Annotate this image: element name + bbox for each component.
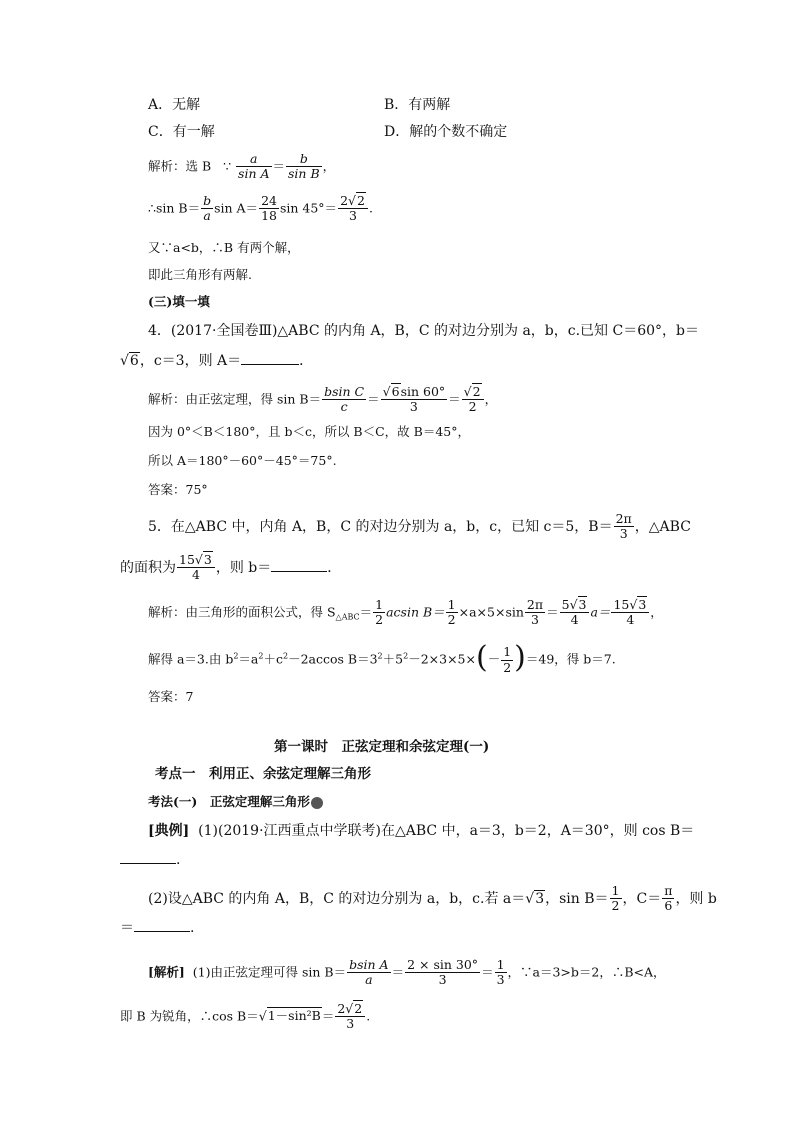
fraction: $\frac{b}{a}$ bbox=[203, 193, 212, 224]
example-solution-line2: 即 B 为锐角，∴cos B＝√1－sin²B＝ $\frac{2√2}{3}$ . bbox=[120, 1001, 371, 1032]
fraction: $\frac{1}{2}$ bbox=[611, 883, 620, 914]
answer-blank[interactable] bbox=[271, 559, 327, 572]
example-solution-line1: [解析] (1)由正弦定理可得 sin B＝ $\frac{\text{bsin A}}{a}$ ＝ $\frac{2 \times \sin 30^\circ}{3}$ ＝ $\frac{1}{3}$ ，∵a＝3>b＝2，∴B<A， bbox=[148, 957, 666, 988]
marker-dot-icon bbox=[311, 797, 323, 809]
fraction: $\frac{2\pi}{3}$ bbox=[526, 597, 544, 628]
q4-solution-line1: 解析：由正弦定理，得 sin B＝ $\frac{\text{bsin C}}{c}$ ＝ $\frac{√6\sin 60^\circ}{3}$ ＝ $\frac{√2}{2}$ ， bbox=[148, 384, 498, 415]
fraction: $\frac{a}{\text{sin A}}$ bbox=[238, 151, 270, 182]
fraction: $\frac{2 \times \sin 30^\circ}{3}$ bbox=[407, 957, 479, 988]
q3-solution-line3: 又∵a<b，∴B 有两个解， bbox=[148, 240, 300, 255]
fraction: $\frac{\text{bsin C}}{c}$ bbox=[324, 384, 365, 415]
q5-solution-line2: 解得 a＝3.由 $b^2=a^2+c^2-2accos$ $B=3^2+5^2-2\times 3\times 5\times(-$ $\frac{1}{2}$ )＝49，得 b＝7. bbox=[148, 640, 616, 675]
fraction: $\frac{b}{\text{sin B}}$ bbox=[288, 151, 320, 182]
example-part2-line2: ＝ . bbox=[120, 920, 195, 936]
answer-blank[interactable] bbox=[120, 851, 176, 864]
option-c: C．有一解 bbox=[148, 124, 215, 140]
answer-blank[interactable] bbox=[241, 352, 299, 365]
fraction: $\frac{15√3}{4}$ bbox=[611, 598, 649, 628]
fraction: $\frac{2√2}{3}$ bbox=[335, 1002, 365, 1032]
fraction: $\frac{5√3}{4}$ bbox=[560, 598, 590, 628]
q4-solution-line2: 因为 0°＜B＜180°，且 b＜c，所以 B＜C，故 B＝45°， bbox=[148, 424, 470, 439]
option-d: D．解的个数不确定 bbox=[384, 124, 508, 140]
q4-question-line1: 4．(2017·全国卷Ⅲ)△ABC 的内角 A，B，C 的对边分别为 a，b，c.已知 C＝60°，b＝ bbox=[148, 323, 699, 339]
fraction: $\frac{\text{bsin A}}{a}$ bbox=[349, 957, 389, 988]
answer-blank[interactable] bbox=[134, 919, 190, 932]
fraction: $\frac{√6\sin 60^\circ}{3}$ bbox=[382, 384, 446, 415]
example-part2-line1: (2)设△ABC 的内角 A，B，C 的对边分别为 a，b，c.若 a＝√3，sin B＝ $\frac{1}{2}$ ，C＝ $\frac{\pi}{6}$ ，则 b bbox=[148, 883, 717, 914]
fraction: $\frac{\pi}{6}$ bbox=[664, 883, 673, 914]
fraction: $\frac{2√2}{3}$ bbox=[338, 194, 368, 224]
fraction: $\frac{1}{2}$ bbox=[375, 597, 384, 628]
q3-solution-line4: 即此三角形有两解. bbox=[148, 267, 252, 282]
option-b: B．有两解 bbox=[384, 97, 451, 113]
q4-answer: 答案：75° bbox=[148, 482, 208, 497]
example-part1-blank-line: . bbox=[120, 851, 180, 867]
lesson-title: 第一课时 正弦定理和余弦定理(一) bbox=[274, 739, 490, 755]
section-heading: (三)填一填 bbox=[148, 294, 210, 309]
example-part1: [典例] (1)(2019·江西重点中学联考)在△ABC 中，a＝3，b＝2，A＝30°，则 cos B＝ bbox=[148, 823, 695, 839]
q5-question-line1: 5．在△ABC 中，内角 A，B，C 的对边分别为 a，b，c，已知 c＝5，B＝ $\frac{2\pi}{3}$ ，△ABC bbox=[148, 511, 691, 542]
q3-solution-line2: ∴sin B＝ $\frac{b}{a}$ sin A＝ $\frac{24}{18}$ sin 45°＝ $\frac{2√2}{3}$ . bbox=[148, 193, 373, 224]
option-a: A．无解 bbox=[148, 97, 201, 113]
fraction: $\frac{2\pi}{3}$ bbox=[615, 511, 632, 542]
q5-question-line2: 的面积为 $\frac{15√3}{4}$ ，则 b＝ ． bbox=[120, 552, 342, 583]
q5-answer: 答案：7 bbox=[148, 689, 194, 704]
q3-solution-line1: 解析：选 B ∵ $\frac{a}{\text{sin A}}$ ＝ $\frac{b}{\text{sin B}}$ ， bbox=[148, 151, 336, 182]
fraction: $\frac{15√3}{4}$ bbox=[177, 553, 215, 583]
q4-question-line2: √6，c＝3，则 A＝ ． bbox=[120, 353, 314, 369]
fraction: $\frac{1}{2}$ bbox=[503, 644, 512, 675]
kaodian-heading: 考点一 利用正、余弦定理解三角形 bbox=[155, 766, 371, 782]
fraction: $\frac{1}{2}$ bbox=[447, 597, 456, 628]
kaofa-heading: 考法(一) 正弦定理解三角形 bbox=[148, 796, 323, 809]
fraction: $\frac{24}{18}$ bbox=[261, 193, 277, 224]
fraction: $\frac{1}{3}$ bbox=[496, 957, 505, 988]
fraction: $\frac{√2}{2}$ bbox=[462, 385, 484, 415]
q5-solution-line1: 解析：由三角形的面积公式，得 $S_{\triangle ABC}=$ $\frac{1}{2}$ acsin B＝ $\frac{1}{2}$ ×a×5×sin $\frac{2\pi}{3}$ ＝ $\frac{5√3}{4}$ a＝ $\frac{15√3}{4}$ ， bbox=[148, 597, 663, 628]
q4-solution-line3: 所以 A＝180°－60°－45°＝75°. bbox=[148, 453, 337, 468]
